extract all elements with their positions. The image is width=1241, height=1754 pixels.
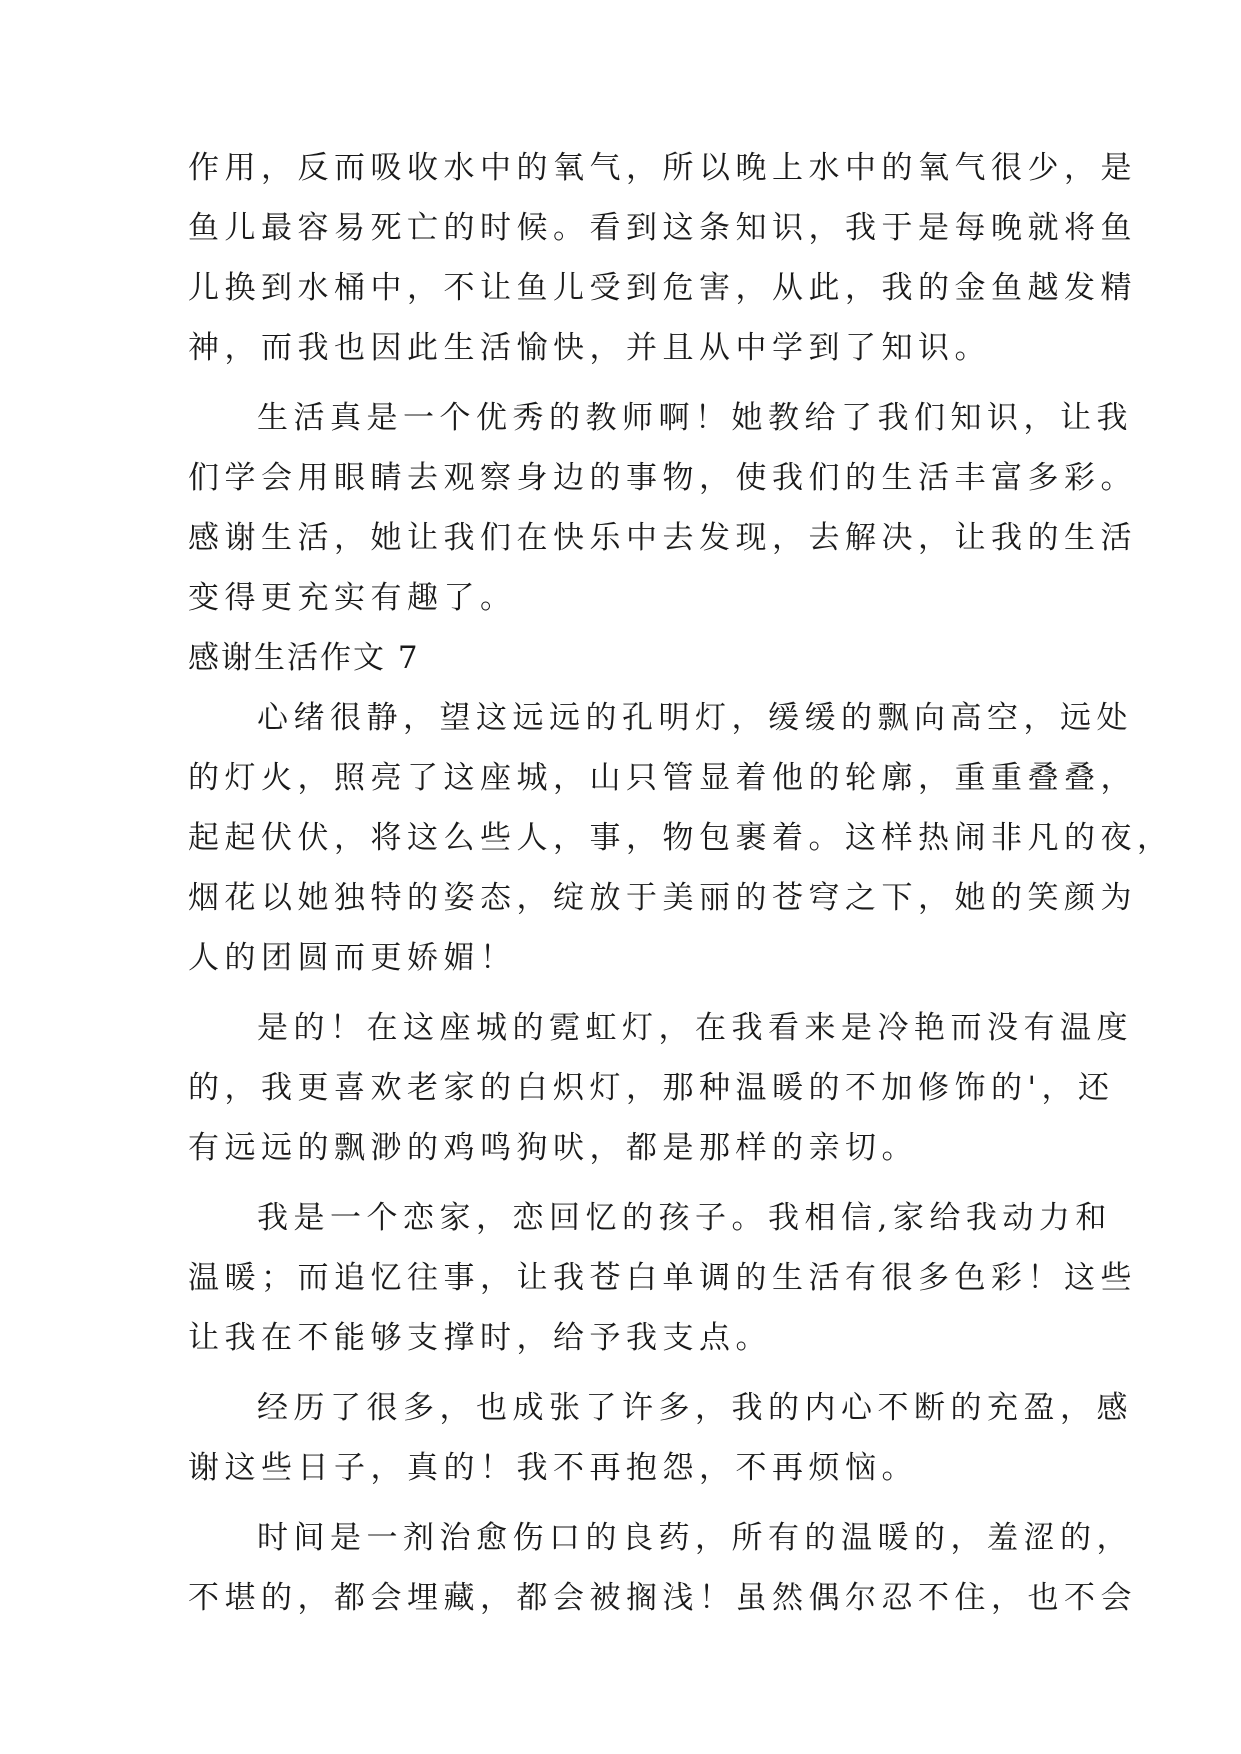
paragraph-line: 时间是一剂治愈伤口的良药，所有的温暖的，羞涩的， [257,1520,1133,1556]
paragraph-line: 烟花以她独特的姿态，绽放于美丽的苍穹之下，她的笑颜为 [188,880,1137,916]
paragraph-line: 谢这些日子，真的！我不再抱怨，不再烦恼。 [188,1450,918,1486]
section-heading: 感谢生活作文 7 [188,640,420,676]
paragraph-line: 让我在不能够支撑时，给予我支点。 [188,1320,772,1356]
paragraph-line: 我是一个恋家，恋回忆的孩子。我相信,家给我动力和 [257,1200,1112,1236]
paragraph-line: 有远远的飘渺的鸡鸣狗吠，都是那样的亲切。 [188,1130,918,1166]
paragraph-line: 生活真是一个优秀的教师啊！她教给了我们知识，让我 [257,400,1133,436]
paragraph-line: 变得更充实有趣了。 [188,580,517,616]
paragraph-line: 感谢生活，她让我们在快乐中去发现，去解决，让我的生活 [188,520,1137,556]
paragraph-line: 作用，反而吸收水中的氧气，所以晚上水中的氧气很少，是 [188,150,1137,186]
paragraph-line: 人的团圆而更娇媚！ [188,940,517,976]
paragraph-line: 经历了很多，也成张了许多，我的内心不断的充盈，感 [257,1390,1133,1426]
paragraph-line: 鱼儿最容易死亡的时候。看到这条知识，我于是每晚就将鱼 [188,210,1137,246]
paragraph-line: 的灯火，照亮了这座城，山只管显着他的轮廓，重重叠叠， [188,760,1137,796]
paragraph-line: 起起伏伏，将这么些人，事，物包裹着。这样热闹非凡的夜， [188,820,1174,856]
paragraph-line: 儿换到水桶中，不让鱼儿受到危害，从此，我的金鱼越发精 [188,270,1137,306]
paragraph-line: 们学会用眼睛去观察身边的事物，使我们的生活丰富多彩。 [188,460,1137,496]
paragraph-line: 的，我更喜欢老家的白炽灯，那种温暖的不加修饰的'，还 [188,1070,1115,1106]
paragraph-line: 心绪很静，望这远远的孔明灯，缓缓的飘向高空，远处 [257,700,1133,736]
paragraph-line: 温暖；而追忆往事，让我苍白单调的生活有很多色彩！这些 [188,1260,1137,1296]
paragraph-line: 神，而我也因此生活愉快，并且从中学到了知识。 [188,330,991,366]
paragraph-line: 是的！在这座城的霓虹灯，在我看来是冷艳而没有温度 [257,1010,1133,1046]
paragraph-line: 不堪的，都会埋藏，都会被搁浅！虽然偶尔忍不住，也不会 [188,1580,1137,1616]
